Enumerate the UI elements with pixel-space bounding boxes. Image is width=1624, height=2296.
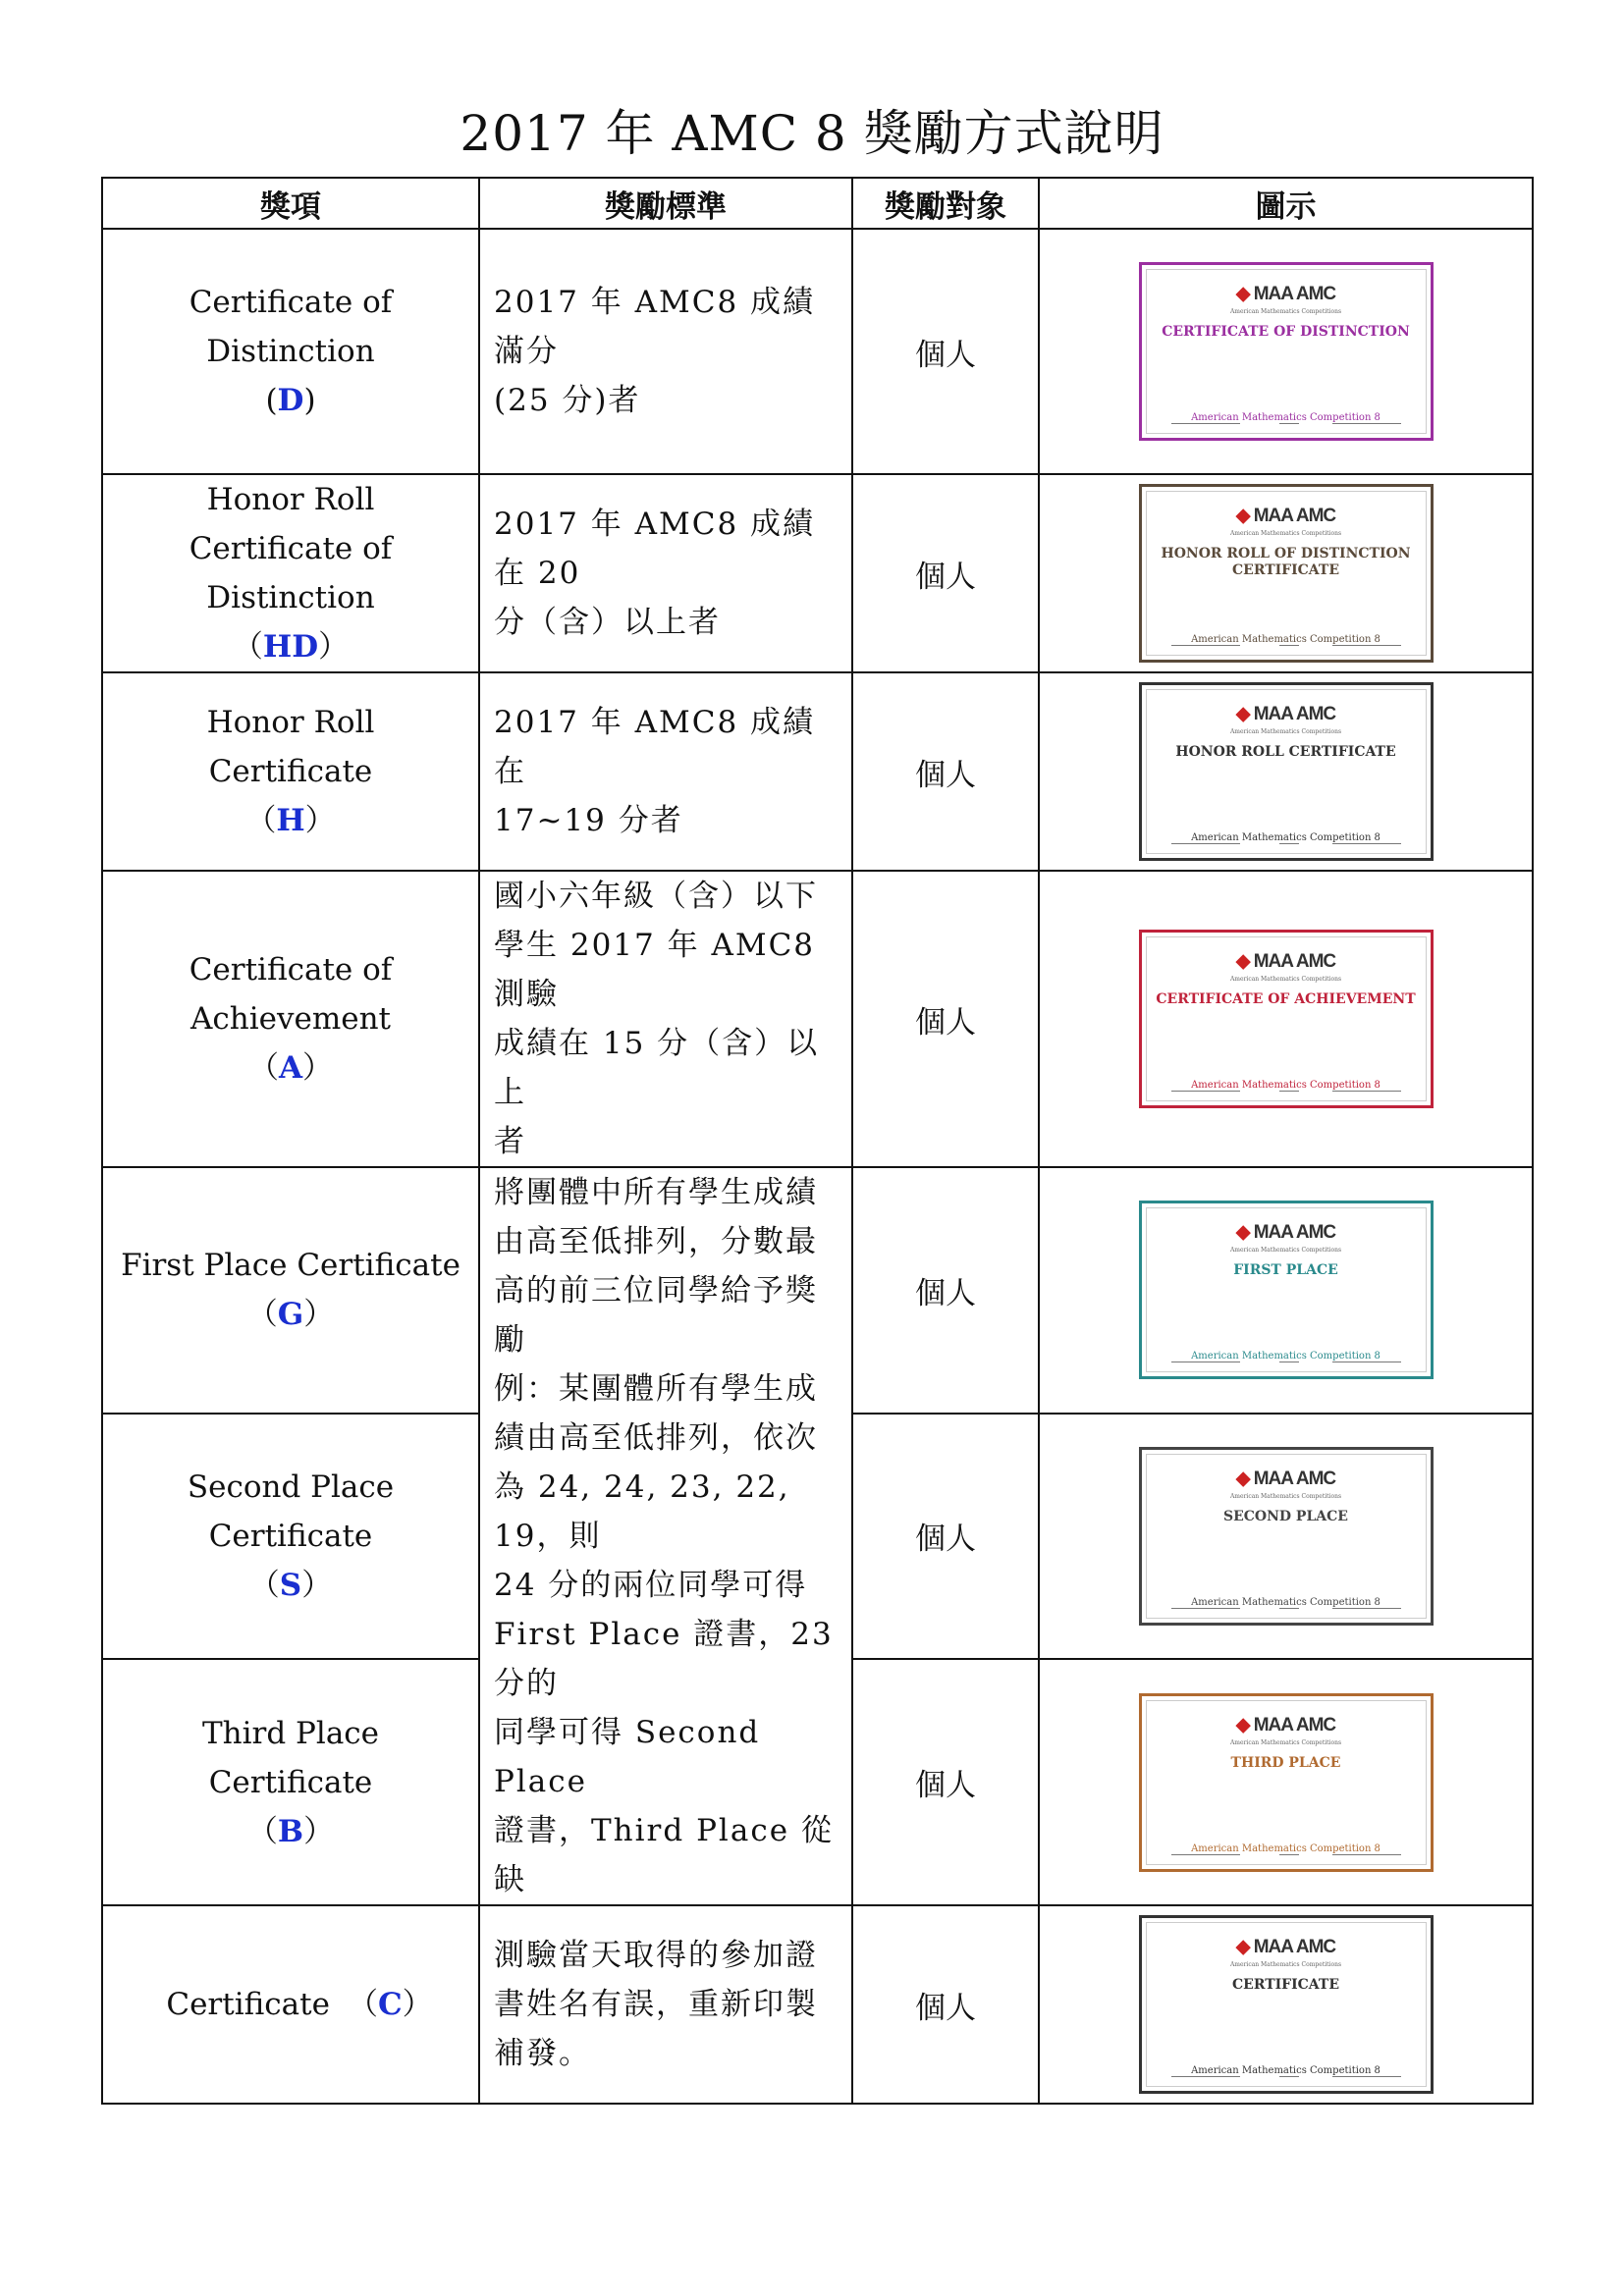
table-row: [102, 229, 1533, 474]
maa-amc-logo: [1142, 1714, 1431, 1736]
target-cell: 個人: [852, 672, 1039, 871]
award-code: （HD）: [232, 629, 350, 665]
target-cell: 個人: [852, 1414, 1039, 1660]
award-cell: [102, 1414, 479, 1660]
certificate-title: SECOND PLACE: [1223, 1508, 1348, 1524]
criteria-line: 補發。: [494, 2036, 591, 2071]
certificate-cell: [1039, 672, 1533, 871]
certificate-title: THIRD PLACE: [1230, 1754, 1341, 1771]
target-cell: 個人: [852, 1905, 1039, 2104]
criteria-line: 分（含）以上者: [494, 605, 721, 640]
signature-line: [1171, 645, 1240, 646]
certificate-cell: [1039, 1414, 1533, 1660]
award-code-letter: B: [277, 1813, 304, 1849]
award-cell: [102, 474, 479, 672]
criteria-line: 證書，Third Place 從缺: [494, 1813, 834, 1897]
certificate-competition: American Mathematics Competition 8: [1191, 1596, 1380, 1608]
award-name: Third Place Certificate: [201, 1715, 380, 1800]
table-row: [102, 871, 1533, 1167]
criteria-cell: [479, 871, 852, 1167]
logo-mark-icon: ◆: [1235, 1937, 1254, 1957]
award-name: Certificate: [166, 1987, 330, 2022]
logo-subtitle: American Mathematics Competitions: [1229, 1247, 1342, 1255]
certificate-cell: [1039, 1659, 1533, 1905]
signature-line: [1171, 2076, 1240, 2077]
award-code: （H）: [245, 803, 336, 838]
signature-line: [1332, 843, 1401, 844]
certificate-image: [1139, 1693, 1434, 1872]
signature-line: [1171, 1091, 1240, 1092]
logo-text: MAA AMC: [1253, 506, 1336, 526]
logo-mark-icon: ◆: [1235, 506, 1254, 526]
award-code-letter: H: [276, 803, 305, 838]
logo-mark-icon: ◆: [1235, 1714, 1254, 1735]
award-code: （S）: [248, 1567, 333, 1603]
criteria-line: First Place 證書，23 分的: [494, 1617, 834, 1701]
logo-text: MAA AMC: [1253, 704, 1336, 724]
award-code-letter: D: [277, 383, 304, 418]
award-name: First Place Certificate: [121, 1248, 460, 1284]
table-row: [102, 672, 1533, 871]
criteria-line: (25 分)者: [494, 383, 641, 418]
award-cell: [102, 871, 479, 1167]
maa-amc-logo: [1142, 703, 1431, 725]
criteria-line: 學生 2017 年 AMC8 測驗: [494, 928, 816, 1012]
award-code: （B）: [246, 1813, 335, 1849]
header-award: 獎項: [102, 178, 479, 229]
table-row: [102, 1905, 1533, 2104]
certificate-cell: [1039, 1167, 1533, 1414]
logo-subtitle: American Mathematics Competitions: [1229, 1738, 1342, 1746]
target-cell: 個人: [852, 871, 1039, 1167]
certificate-title: CERTIFICATE OF ACHIEVEMENT: [1156, 991, 1416, 1007]
certificate-competition: American Mathematics Competition 8: [1191, 634, 1380, 645]
header-row: [102, 178, 1533, 229]
certificate-competition: American Mathematics Competition 8: [1191, 2065, 1380, 2076]
award-name: Honor Roll Certificate: [206, 705, 375, 789]
certificate-competition: American Mathematics Competition 8: [1191, 1080, 1380, 1091]
certificate-image: [1139, 1201, 1434, 1379]
group-criteria-cell: [479, 1167, 852, 1905]
table-row: [102, 474, 1533, 672]
logo-subtitle: American Mathematics Competitions: [1229, 728, 1342, 735]
certificate-image: [1139, 484, 1434, 663]
certificate-image: [1139, 930, 1434, 1108]
award-cell: [102, 672, 479, 871]
certificate-competition: American Mathematics Competition 8: [1191, 412, 1380, 423]
header-image: 圖示: [1039, 178, 1533, 229]
logo-text: MAA AMC: [1253, 951, 1336, 972]
certificate-title: HONOR ROLL OF DISTINCTION CERTIFICATE: [1161, 546, 1411, 578]
signature-line: [1279, 645, 1299, 646]
maa-amc-logo: [1142, 1936, 1431, 1958]
certificate-competition: American Mathematics Competition 8: [1191, 832, 1380, 843]
award-cell: [102, 229, 479, 474]
maa-amc-logo: [1142, 283, 1431, 305]
signature-line: [1332, 2076, 1401, 2077]
award-code-letter: S: [279, 1567, 302, 1603]
signature-line: [1171, 1608, 1240, 1609]
certificate-cell: [1039, 1905, 1533, 2104]
award-table: [101, 177, 1534, 2105]
award-code: (D): [265, 383, 316, 418]
criteria-line: 24 分的兩位同學可得: [494, 1568, 808, 1603]
criteria-line: 將團體中所有學生成績: [494, 1175, 818, 1210]
maa-amc-logo: [1142, 505, 1431, 527]
criteria-line: 勵: [494, 1322, 526, 1358]
certificate-image: [1139, 682, 1434, 861]
award-code-letter: G: [277, 1297, 304, 1333]
target-cell: 個人: [852, 474, 1039, 672]
logo-text: MAA AMC: [1253, 1714, 1336, 1735]
logo-text: MAA AMC: [1253, 1468, 1336, 1489]
criteria-line: 2017 年 AMC8 成績滿分: [494, 285, 816, 369]
logo-subtitle: American Mathematics Competitions: [1229, 308, 1342, 315]
signature-line: [1279, 1091, 1299, 1092]
award-cell: [102, 1167, 479, 1414]
criteria-line: 2017 年 AMC8 成績在 20: [494, 507, 816, 591]
award-name: Certificate of Distinction: [189, 285, 393, 369]
logo-subtitle: American Mathematics Competitions: [1229, 1492, 1342, 1500]
certificate-image: [1139, 1915, 1434, 2094]
certificate-image: [1139, 262, 1434, 441]
signature-line: [1332, 645, 1401, 646]
signature-line: [1279, 843, 1299, 844]
signature-line: [1279, 1854, 1299, 1855]
signature-line: [1171, 423, 1240, 424]
certificate-title: CERTIFICATE OF DISTINCTION: [1162, 324, 1410, 340]
header-target: 獎勵對象: [852, 178, 1039, 229]
table-row: [102, 1167, 1533, 1414]
criteria-cell: [479, 1905, 852, 2104]
criteria-cell: [479, 474, 852, 672]
header-criteria: 獎勵標準: [479, 178, 852, 229]
logo-mark-icon: ◆: [1235, 1468, 1254, 1489]
signature-line: [1171, 843, 1240, 844]
logo-text: MAA AMC: [1253, 1222, 1336, 1244]
criteria-cell: [479, 229, 852, 474]
signature-line: [1332, 423, 1401, 424]
signature-line: [1279, 423, 1299, 424]
signature-line: [1332, 1608, 1401, 1609]
criteria-line: 17~19 分者: [494, 803, 683, 838]
criteria-line: 例：某團體所有學生成: [494, 1371, 818, 1407]
signature-line: [1279, 1608, 1299, 1609]
logo-mark-icon: ◆: [1235, 951, 1254, 972]
certificate-title: CERTIFICATE: [1232, 1977, 1339, 1993]
logo-subtitle: American Mathematics Competitions: [1229, 530, 1342, 537]
certificate-cell: [1039, 871, 1533, 1167]
signature-line: [1279, 2076, 1299, 2077]
certificate-competition: American Mathematics Competition 8: [1191, 1842, 1380, 1854]
certificate-title: HONOR ROLL CERTIFICATE: [1175, 744, 1396, 760]
criteria-line: 書姓名有誤，重新印製: [494, 1987, 818, 2022]
logo-mark-icon: ◆: [1235, 704, 1254, 724]
logo-mark-icon: ◆: [1235, 284, 1254, 304]
criteria-line: 同學可得 Second Place: [494, 1715, 761, 1799]
criteria-line: 國小六年級（含）以下: [494, 879, 818, 914]
maa-amc-logo: [1142, 1468, 1431, 1490]
award-cell: [102, 1905, 479, 2104]
maa-amc-logo: [1142, 1221, 1431, 1244]
criteria-line: 2017 年 AMC8 成績在: [494, 705, 816, 789]
award-code: （G）: [246, 1297, 335, 1333]
certificate-image: [1139, 1447, 1434, 1626]
target-cell: 個人: [852, 1167, 1039, 1414]
criteria-cell: [479, 672, 852, 871]
award-code-letter: HD: [262, 629, 319, 665]
certificate-title: FIRST PLACE: [1233, 1262, 1338, 1279]
criteria-line: 者: [494, 1124, 526, 1159]
award-code-letter: A: [278, 1050, 303, 1086]
criteria-line: 成績在 15 分（含）以上: [494, 1026, 820, 1110]
signature-line: [1332, 1091, 1401, 1092]
criteria-line: 為 24, 24, 23, 22, 19，則: [494, 1469, 790, 1554]
logo-mark-icon: ◆: [1235, 1222, 1254, 1244]
target-cell: 個人: [852, 1659, 1039, 1905]
award-code: （A）: [247, 1050, 334, 1086]
award-name: Honor Roll Certificate of Distinction: [189, 482, 393, 615]
criteria-line: 測驗當天取得的參加證: [494, 1938, 818, 1973]
award-code: （C）: [347, 1987, 433, 2022]
certificate-competition: American Mathematics Competition 8: [1191, 1351, 1380, 1362]
criteria-line: 高的前三位同學給予獎: [494, 1273, 818, 1308]
logo-subtitle: American Mathematics Competitions: [1229, 976, 1342, 983]
certificate-cell: [1039, 229, 1533, 474]
award-code-letter: C: [377, 1987, 403, 2022]
award-name: Second Place Certificate: [187, 1468, 395, 1554]
page-title: 2017 年 AMC 8 獎勵方式說明: [460, 105, 1164, 162]
target-cell: 個人: [852, 229, 1039, 474]
criteria-line: 績由高至低排列，依次: [494, 1420, 818, 1456]
certificate-cell: [1039, 474, 1533, 672]
logo-subtitle: American Mathematics Competitions: [1229, 1961, 1342, 1968]
maa-amc-logo: [1142, 950, 1431, 973]
award-cell: [102, 1659, 479, 1905]
signature-line: [1332, 1854, 1401, 1855]
signature-line: [1171, 1854, 1240, 1855]
logo-text: MAA AMC: [1253, 284, 1336, 304]
logo-text: MAA AMC: [1253, 1937, 1336, 1957]
criteria-line: 由高至低排列，分數最: [494, 1224, 818, 1259]
award-name: Certificate of Achievement: [189, 952, 393, 1037]
